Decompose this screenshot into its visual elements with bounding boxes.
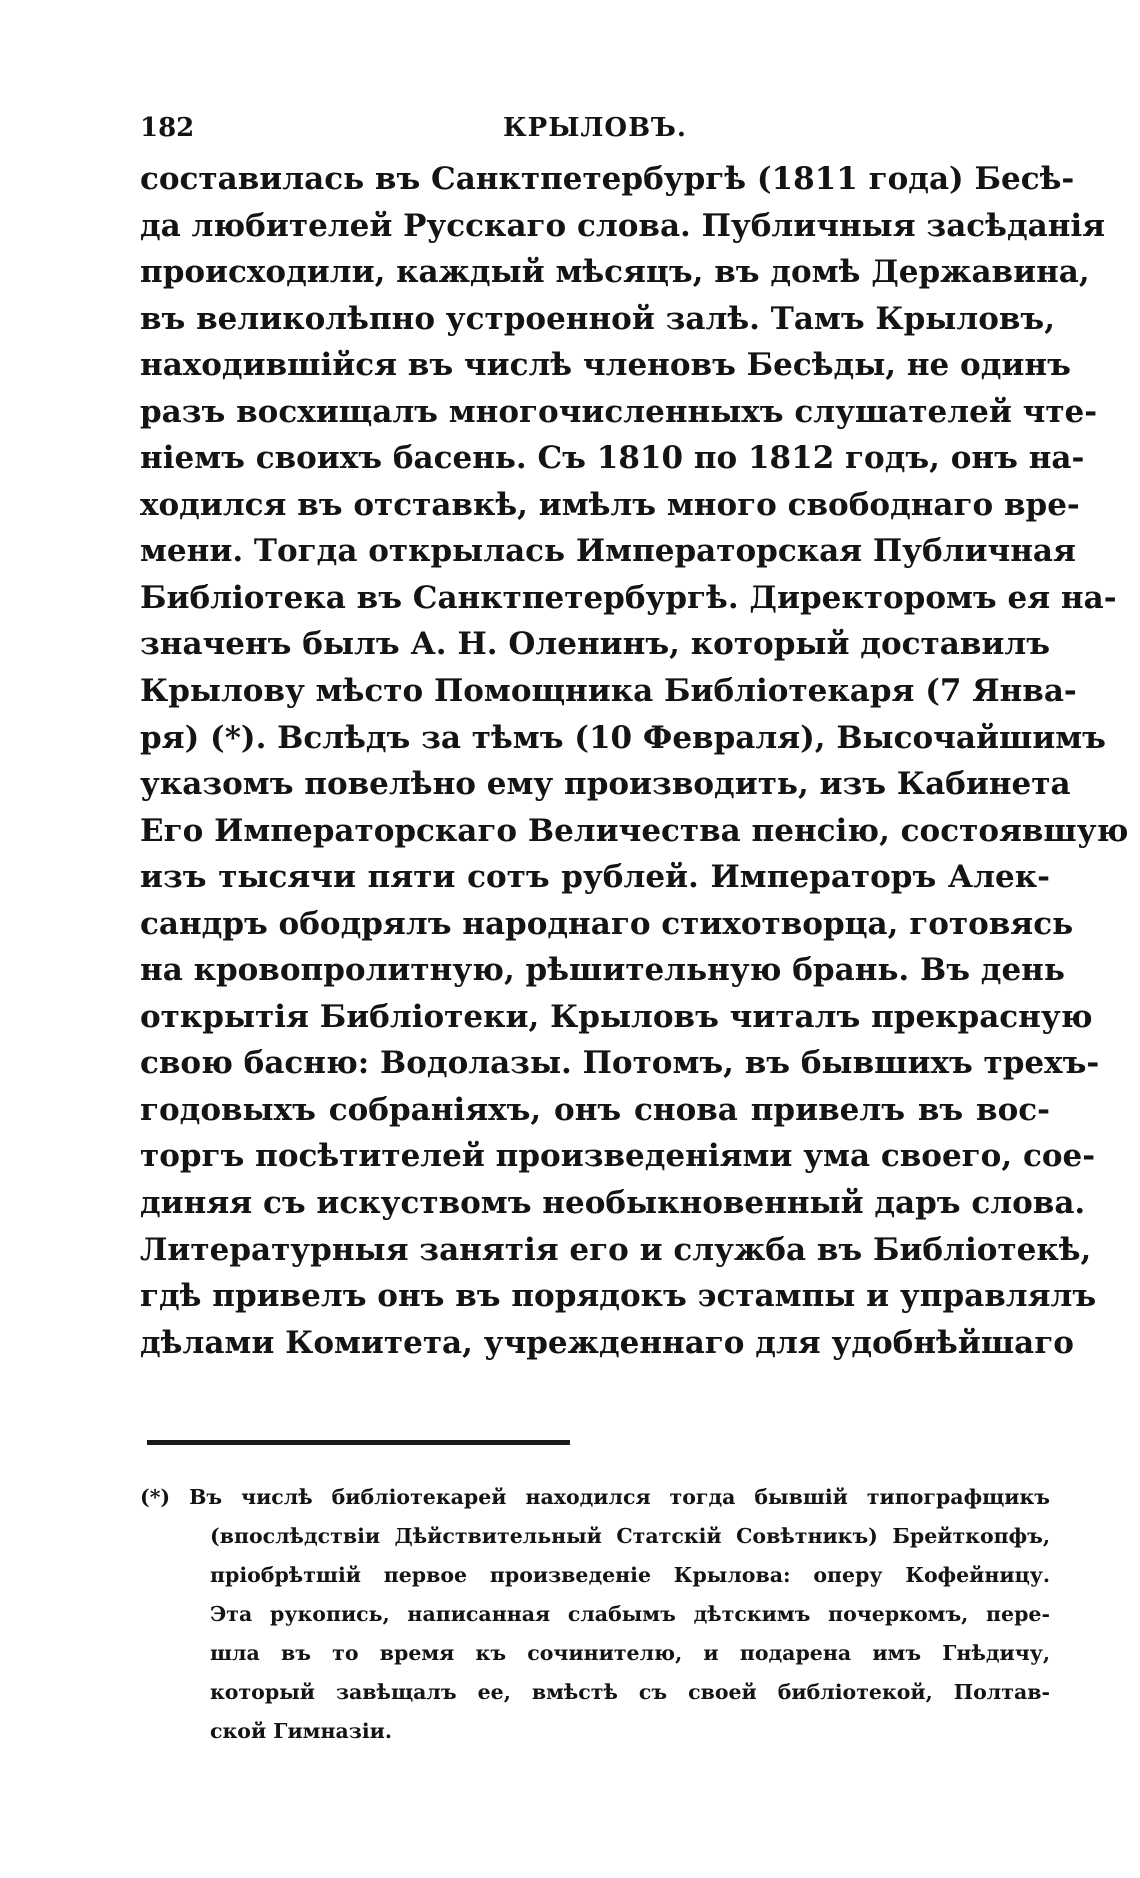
- body-line: въ великолѣпно устроенной залѣ. Тамъ Крыловъ,: [140, 300, 1055, 337]
- footnote-line: который завѣщалъ ее, вмѣстѣ съ своей библіотекой, Полтав-: [210, 1680, 1050, 1704]
- body-text: [140, 156, 1129, 1366]
- footnote-marker: (*): [140, 1485, 171, 1509]
- running-title: КРЫЛОВЪ.: [503, 113, 687, 143]
- footnote-line: [140, 1478, 1050, 1517]
- footnote-line-text: Въ числѣ библіотекарей находился тогда бывшій типографщикъ: [189, 1485, 1050, 1509]
- body-line: разъ восхищалъ многочисленныхъ слушателей чте-: [140, 393, 1098, 430]
- body-line: сандръ ободрялъ народнаго стихотворца, готовясь: [140, 905, 1074, 942]
- body-line: Литературныя занятія его и служба въ Библіотекѣ,: [140, 1231, 1092, 1268]
- footnote-line: пріобрѣтшій первое произведеніе Крылова: оперу Кофейницу.: [210, 1563, 1050, 1587]
- footnote-line: ской Гимназіи.: [210, 1719, 392, 1743]
- body-line: изъ тысячи пяти сотъ рублей. Императоръ Алек-: [140, 859, 1050, 896]
- body-line: значенъ былъ А. Н. Оленинъ, который доставилъ: [140, 626, 1050, 663]
- body-line: указомъ повелѣно ему производить, изъ Кабинета: [140, 766, 1071, 803]
- body-line: находившійся въ числѣ членовъ Бесѣды, не одинъ: [140, 347, 1071, 384]
- body-line: ходился въ отставкѣ, имѣлъ много свободнаго вре-: [140, 486, 1080, 523]
- footnote-rule: [147, 1440, 570, 1445]
- footnote: [140, 1478, 1050, 1751]
- footnote-line: Эта рукопись, написанная слабымъ дѣтскимъ почеркомъ, пере-: [210, 1602, 1050, 1626]
- body-line: свою басню: Водолазы. Потомъ, въ бывшихъ трехъ-: [140, 1045, 1100, 1082]
- body-line: торгъ посѣтителей произведеніями ума своего, сое-: [140, 1138, 1096, 1175]
- body-line: ря) (*). Вслѣдъ за тѣмъ (10 Февраля), Высочайшимъ: [140, 719, 1106, 756]
- body-line: да любителей Русскаго слова. Публичныя засѣданія: [140, 207, 1106, 244]
- page-header: [140, 108, 1050, 148]
- page-number: 182: [140, 113, 195, 143]
- body-line: составилась въ Санктпетербургѣ (1811 года) Бесѣ-: [140, 161, 1075, 197]
- body-line: мени. Тогда открылась Императорская Публичная: [140, 533, 1076, 570]
- body-line: происходили, каждый мѣсяцъ, въ домѣ Державина,: [140, 254, 1090, 291]
- body-line: дѣлами Комитета, учрежденнаго для удобнѣйшаго: [140, 1324, 1074, 1361]
- footnote-line: (впослѣдствіи Дѣйствительный Статскій Совѣтникъ) Брейткопфъ,: [210, 1524, 1050, 1548]
- body-line: ніемъ своихъ басень. Съ 1810 по 1812 годъ, онъ на-: [140, 440, 1085, 477]
- body-line: Крылову мѣсто Помощника Библіотекаря (7 Янва-: [140, 673, 1077, 710]
- body-line: годовыхъ собраніяхъ, онъ снова привелъ въ вос-: [140, 1091, 1050, 1128]
- body-line: гдѣ привелъ онъ въ порядокъ эстампы и управлялъ: [140, 1278, 1097, 1315]
- footnote-line: шла въ то время къ сочинителю, и подарена имъ Гнѣдичу,: [210, 1641, 1050, 1665]
- body-line: на кровопролитную, рѣшительную брань. Въ день: [140, 952, 1065, 989]
- body-line: открытія Библіотеки, Крыловъ читалъ прекрасную: [140, 998, 1093, 1035]
- body-line: диняя съ искуствомъ необыкновенный даръ слова.: [140, 1185, 1086, 1222]
- body-line: Его Императорскаго Величества пенсію, состоявшую: [140, 812, 1129, 849]
- body-line: Библіотека въ Санктпетербургѣ. Директоромъ ея на-: [140, 579, 1117, 616]
